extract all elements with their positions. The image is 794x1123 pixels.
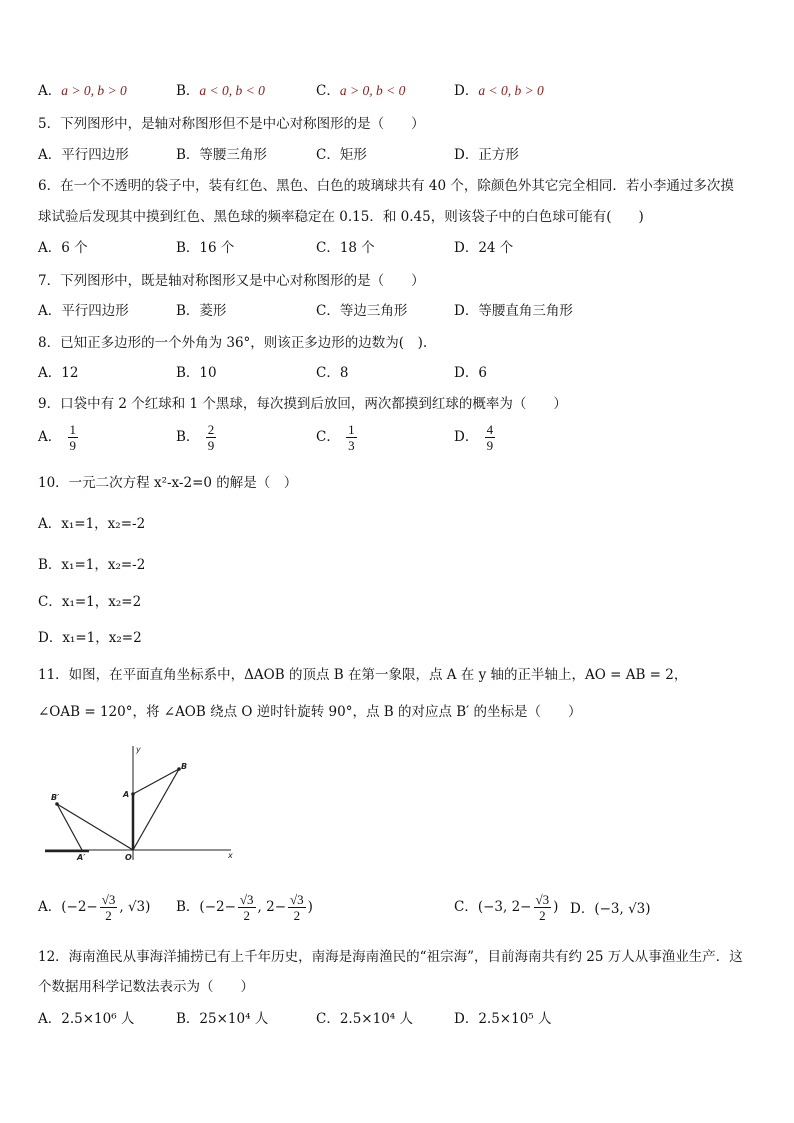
q11-option-a — [38, 892, 150, 923]
q10-option-d: D．x₁=1，x₂=2 — [38, 630, 142, 646]
q12-option-c: C．2.5×10⁴ 人 — [316, 1011, 413, 1027]
numerator: √3 — [239, 892, 254, 907]
q10-option-c: C．x₁=1，x₂=2 — [38, 594, 142, 610]
expr-part: (−2− — [61, 899, 98, 915]
expr-part: ) — [307, 899, 313, 915]
label-x: x — [228, 851, 233, 860]
denominator: 2 — [539, 908, 546, 923]
option-label: D． — [454, 83, 479, 99]
q8-option-c: C．8 — [316, 365, 349, 381]
q5-option-b: B．等腰三角形 — [176, 147, 267, 163]
option-expr: a < 0, b > 0 — [478, 83, 544, 98]
option-label: C． — [454, 899, 478, 915]
coordinate-figure — [45, 744, 245, 864]
label-a: A — [123, 790, 130, 799]
q12-stem-line2: 个数据用科学记数法表示为（ ） — [38, 979, 254, 995]
q6-option-c: C．18 个 — [316, 240, 375, 256]
numerator: 1 — [69, 422, 77, 437]
label-o: O — [125, 853, 132, 862]
point-b-prime — [55, 802, 59, 806]
q8-stem: 8．已知正多边形的一个外角为 36°，则该正多边形的边数为( ). — [38, 335, 428, 351]
q5-stem: 5．下列图形中，是轴对称图形但不是中心对称图形的是（ ） — [38, 116, 425, 132]
expr-part: (−3, 2− — [477, 899, 532, 915]
option-label: A． — [38, 899, 62, 915]
numerator: 1 — [348, 422, 355, 437]
label-y: y — [136, 745, 141, 754]
numerator: √3 — [535, 892, 550, 907]
numerator: √3 — [290, 892, 304, 907]
option-expr: a < 0, b < 0 — [199, 83, 265, 98]
q7-option-b: B．菱形 — [176, 303, 227, 319]
option-label: C． — [316, 429, 340, 445]
q12-option-b: B．25×10⁴ 人 — [176, 1011, 269, 1027]
q8-option-b: B．10 — [176, 365, 217, 381]
option-expr: a > 0, b > 0 — [61, 83, 127, 98]
option-label: B． — [176, 899, 200, 915]
q6-option-b: B．16 个 — [176, 240, 235, 256]
fraction — [288, 892, 306, 923]
q12-option-a: A．2.5×10⁶ 人 — [38, 1011, 135, 1027]
point-a — [131, 792, 135, 796]
q8-option-d: D．6 — [454, 365, 487, 381]
q9-stem: 9．口袋中有 2 个红球和 1 个黑球，每次摸到后放回，两次都摸到红球的概率为（ ） — [38, 396, 567, 412]
q4-option-c — [316, 82, 405, 100]
fraction — [68, 422, 79, 453]
q6-stem-line1: 6．在一个不透明的袋子中，装有红色、黑色、白色的玻璃球共有 40 个，除颜色外其它完全相同．若小李通过多次摸 — [38, 178, 734, 194]
q7-option-c: C．等边三角形 — [316, 303, 408, 319]
q12-stem-line1: 12．海南渔民从事海洋捕捞已有上千年历史，南海是海南渔民的“祖宗海”，目前海南共有约 25 万人从事渔业生产．这 — [38, 949, 743, 965]
q9-option-c — [316, 422, 359, 453]
q6-stem-line2: 球试验后发现其中摸到红色、黑色球的频率稳定在 0.15．和 0.45，则该袋子中的白色球可能有( ) — [38, 209, 644, 225]
numerator: 4 — [486, 422, 494, 437]
q9-option-d — [454, 422, 497, 453]
fraction — [346, 422, 357, 453]
q10-option-b: B．x₁=1，x₂=-2 — [38, 557, 146, 573]
fraction — [534, 892, 552, 923]
q9-option-a — [38, 422, 80, 453]
q7-stem: 7．下列图形中，既是轴对称图形又是中心对称图形的是（ ） — [38, 273, 425, 289]
label-b-prime: B′ — [51, 793, 60, 802]
q11-option-c — [454, 892, 558, 923]
denominator: 3 — [348, 438, 355, 453]
option-label: B． — [176, 429, 200, 445]
q4-option-a — [38, 82, 127, 100]
denominator: 9 — [486, 438, 494, 453]
q6-option-d: D．24 个 — [454, 240, 514, 256]
q4-option-b — [176, 82, 265, 100]
option-label: C． — [316, 83, 340, 99]
q12-option-d: D．2.5×10⁵ 人 — [454, 1011, 552, 1027]
q4-option-d — [454, 82, 544, 100]
segment-ob-prime — [57, 804, 133, 850]
expr-part: (−3, √3) — [594, 901, 651, 917]
q11-option-d — [570, 900, 651, 918]
q5-option-a: A．平行四边形 — [38, 147, 129, 163]
label-b: B — [181, 762, 188, 771]
fraction — [206, 422, 217, 453]
denominator: 9 — [207, 438, 215, 453]
fraction — [100, 892, 118, 923]
option-label: A． — [38, 83, 62, 99]
expr-part: ) — [553, 899, 559, 915]
q5-option-d: D．正方形 — [454, 147, 519, 163]
q7-option-a: A．平行四边形 — [38, 303, 129, 319]
option-label: D． — [454, 429, 479, 445]
q11-stem-line2: ∠OAB = 120°，将 ∠AOB 绕点 O 逆时针旋转 90°，点 B 的对应点 B′ 的坐标是（ ） — [38, 704, 582, 720]
denominator: 2 — [105, 908, 112, 923]
option-label: A． — [38, 429, 62, 445]
denominator: 9 — [69, 438, 77, 453]
q10-option-a: A．x₁=1，x₂=-2 — [38, 516, 146, 532]
q7-option-d: D．等腰直角三角形 — [454, 303, 573, 319]
q11-stem-line1: 11．如图，在平面直角坐标系中，ΔAOB 的顶点 B 在第一象限，点 A 在 y 轴的正半轴上，AO = AB = 2， — [38, 667, 688, 683]
option-label: D． — [570, 901, 595, 917]
expr-part: (−2− — [199, 899, 236, 915]
denominator: 2 — [243, 908, 250, 923]
q9-option-b — [176, 422, 218, 453]
denominator: 2 — [293, 908, 301, 923]
q11-option-b — [176, 892, 313, 923]
label-a-prime: A′ — [77, 853, 86, 862]
numerator: 2 — [207, 422, 215, 437]
q5-option-c: C．矩形 — [316, 147, 367, 163]
q8-option-a: A．12 — [38, 365, 79, 381]
numerator: √3 — [101, 892, 116, 907]
q6-option-a: A．6 个 — [38, 240, 88, 256]
expr-part: , √3) — [119, 899, 151, 915]
q10-stem: 10．一元二次方程 x²-x-2=0 的解是（ ） — [38, 475, 298, 491]
option-label: B． — [176, 83, 200, 99]
fraction — [485, 422, 496, 453]
fraction — [238, 892, 256, 923]
option-expr: a > 0, b < 0 — [339, 83, 406, 98]
expr-part: , 2− — [257, 899, 287, 915]
